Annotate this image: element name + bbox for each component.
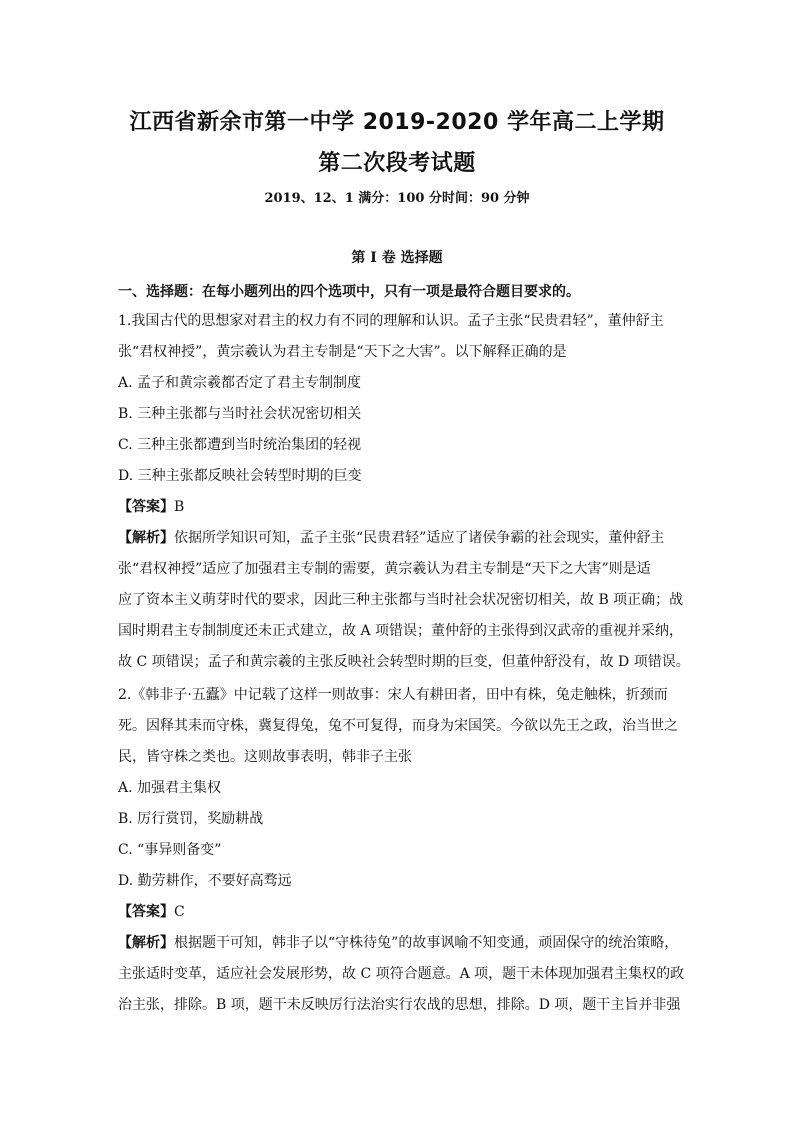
question-1-analysis-line: 故 C 项错误；孟子和黄宗羲的主张反映社会转型时期的巨变，但董仲舒没有，故 D 项错误。 [118, 654, 690, 670]
question-2-analysis-line: 治主张，排除。B 项，题干未反映厉行法治实行农战的思想，排除。D 项，题干主旨并非强 [118, 997, 681, 1013]
question-1-analysis-line: 张“君权神授”适应了加强君主专制的需要，黄宗羲认为君主专制是“天下之大害”则是适 [118, 561, 651, 577]
question-2-answer [118, 897, 678, 928]
part-title: 第 I 卷 选择题 [351, 250, 443, 266]
question-1-analysis-line: 应了资本主义萌芽时代的要求，因此三种主张都与当时社会状况密切相关，故 B 项正确；战 [118, 592, 684, 608]
document-title-line1: 江西省新余市第一中学 2019-2020 学年高二上学期 [129, 110, 665, 135]
question-2-analysis-line [118, 928, 678, 959]
answer-label: 【答案】 [118, 499, 174, 515]
analysis-text: 依据所学知识可知，孟子主张“民贵君轻”适应了诸侯争霸的社会现实，董仲舒主 [174, 530, 665, 546]
answer-value: C [174, 904, 185, 920]
question-2-stem-line: 民，皆守株之类也。这则故事表明，韩非子主张 [118, 749, 412, 765]
document-title-line2: 第二次段考试题 [318, 151, 476, 176]
question-1 [118, 306, 690, 678]
question-1-option-a: A. 孟子和黄宗羲都否定了君主专制制度 [118, 375, 362, 391]
question-1-option-c: C. 三种主张都遭到当时统治集团的轻视 [118, 437, 362, 453]
question-2-stem-line: 死。因释其耒而守株，冀复得兔，兔不可复得，而身为宋国笑。今欲以先王之政，治当世之 [118, 718, 678, 734]
question-2-analysis-line: 主张适时变革，适应社会发展形势，故 C 项符合题意。A 项，题干未体现加强君主集权的政 [118, 966, 685, 982]
question-1-stem-line: 1.我国古代的思想家对君主的权力有不同的理解和认识。孟子主张“民贵君轻”，董仲舒主 [118, 313, 664, 329]
question-2 [118, 680, 685, 1021]
question-1-answer [118, 492, 678, 523]
section-title: 一、选择题：在每小题列出的四个选项中，只有一项是最符合题目要求的。 [118, 284, 580, 300]
question-1-stem-line: 张“君权神授”，黄宗羲认为君主专制是“天下之大害”。以下解释正确的是 [118, 344, 567, 360]
question-1-option-d: D. 三种主张都反映社会转型时期的巨变 [118, 468, 362, 484]
answer-label: 【答案】 [118, 904, 174, 920]
question-2-option-c: C. “事异则备变” [118, 842, 222, 858]
analysis-label: 【解析】 [118, 935, 174, 951]
analysis-label: 【解析】 [118, 530, 174, 546]
analysis-text: 根据题干可知，韩非子以“守株待兔”的故事讽喻不知变通，顽固保守的统治策略， [174, 935, 679, 951]
question-1-analysis-line [118, 523, 678, 554]
question-2-option-a: A. 加强君主集权 [118, 780, 222, 796]
question-2-option-b: B. 厉行赏罚，奖励耕战 [118, 811, 264, 827]
question-1-analysis-line: 国时期君主专制制度还未正式建立，故 A 项错误；董仲舒的主张得到汉武帝的重视并采纳， [118, 623, 684, 639]
question-2-stem-line: 2.《韩非子·五蠹》中记载了这样一则故事：宋人有耕田者，田中有株，兔走触株，折颈而 [118, 687, 668, 703]
answer-value: B [174, 499, 185, 515]
question-2-option-d: D. 勤劳耕作，不要好高骛远 [118, 873, 292, 889]
exam-meta-info: 2019、12、1 满分：100 分时间：90 分钟 [264, 191, 530, 206]
question-1-option-b: B. 三种主张都与当时社会状况密切相关 [118, 406, 362, 422]
